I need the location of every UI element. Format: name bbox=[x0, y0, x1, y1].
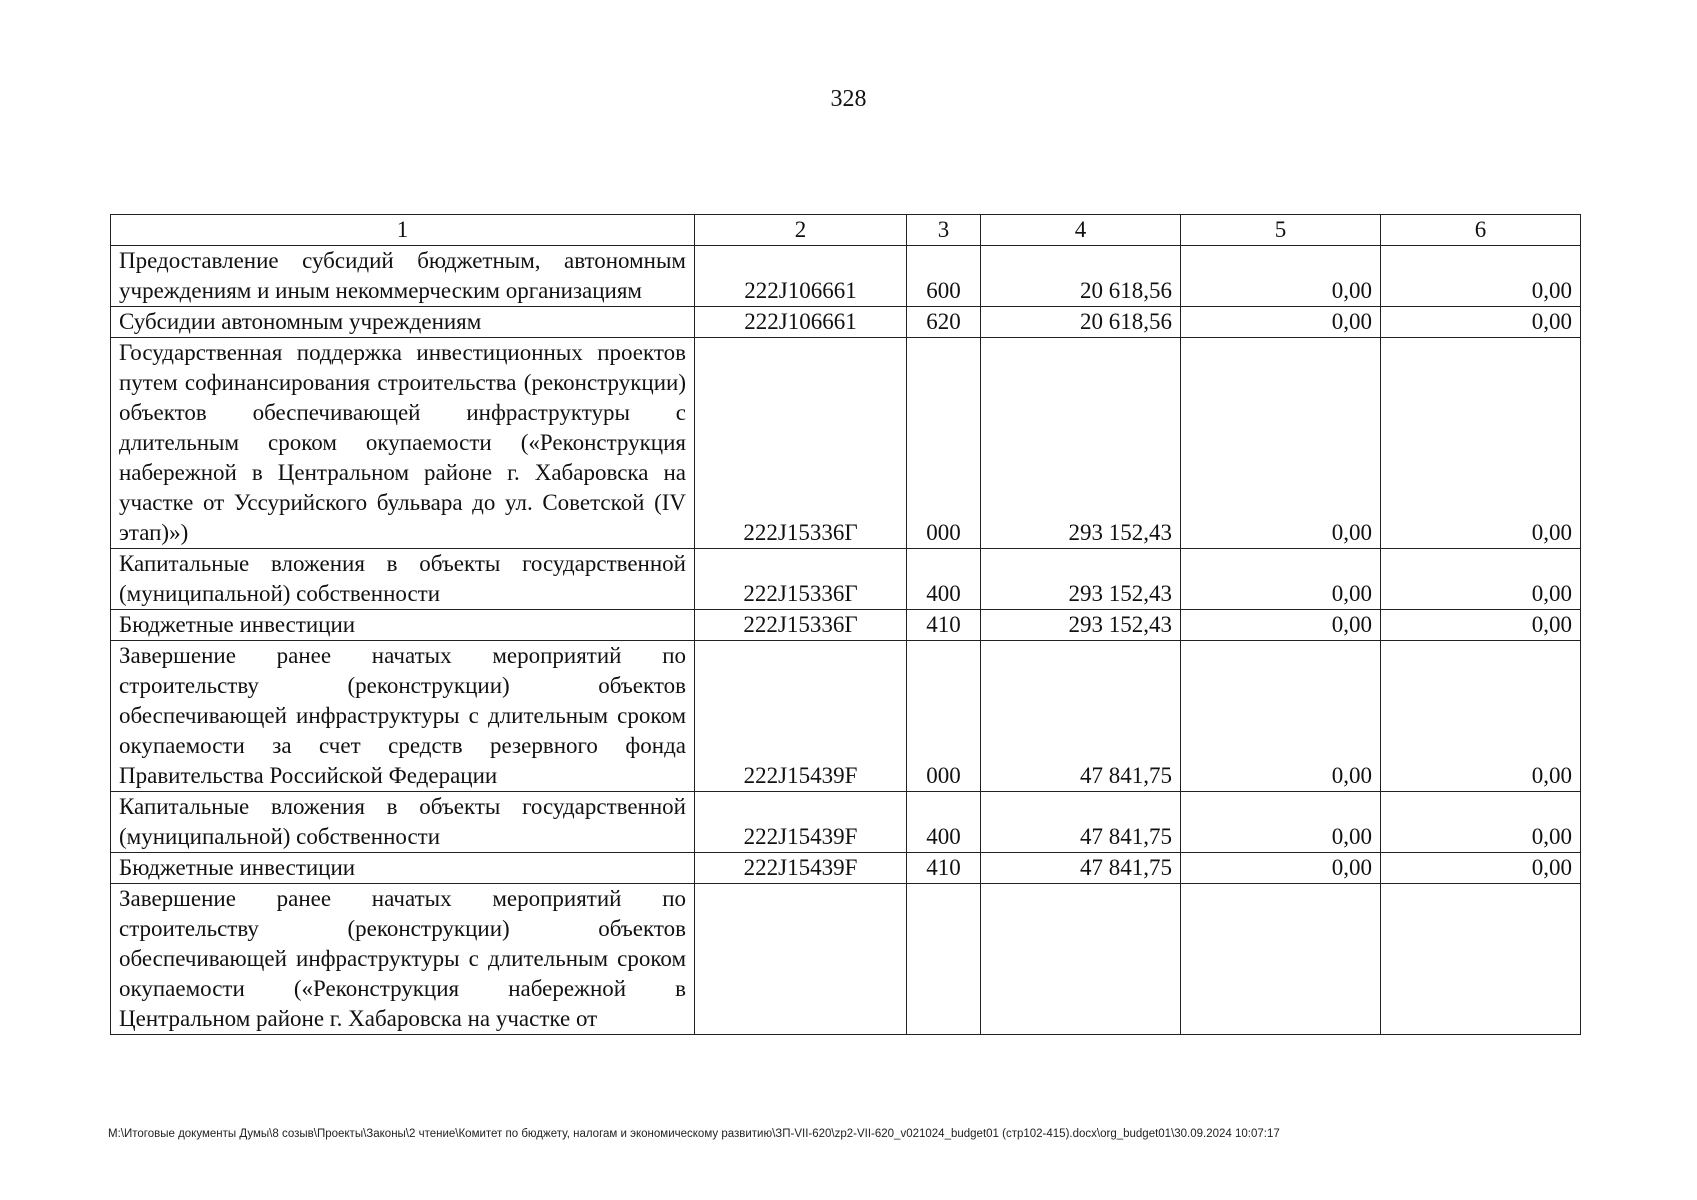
row-value-4: 293 152,43 bbox=[981, 610, 1181, 641]
table-row bbox=[111, 549, 1581, 610]
row-type: 000 bbox=[907, 338, 981, 549]
row-code: 222J15439F bbox=[695, 853, 907, 884]
column-header-2: 2 bbox=[695, 215, 907, 246]
row-value-6: 0,00 bbox=[1381, 246, 1581, 307]
row-value-6: 0,00 bbox=[1381, 549, 1581, 610]
row-name: Бюджетные инвестиции bbox=[111, 853, 695, 884]
column-header-1: 1 bbox=[111, 215, 695, 246]
row-value-5: 0,00 bbox=[1181, 610, 1381, 641]
row-value-4: 47 841,75 bbox=[981, 641, 1181, 792]
row-name: Завершение ранее начатых мероприятий по строительству (реконструкции) объектов обеспечивающей инфраструктуры с длительным сроком окупаемости («Реконструкция набережной в Центральном районе г. Хабаровска на участке от bbox=[111, 884, 695, 1035]
page-number: 328 bbox=[830, 86, 867, 112]
row-code: 222J15439F bbox=[695, 792, 907, 853]
row-value-4: 47 841,75 bbox=[981, 853, 1181, 884]
row-value-6: 0,00 bbox=[1381, 338, 1581, 549]
row-name: Государственная поддержка инвестиционных проектов путем софинансирования строительства (реконструкции) объектов обеспечивающей инфраструктуры с длительным сроком окупаемости («Реконструкция набережной в Центральном районе г. Хабаровска на участке от Уссурийского бульвара до ул. Советской (IV этап)») bbox=[111, 338, 695, 549]
budget-table bbox=[110, 214, 1581, 1035]
row-type: 000 bbox=[907, 641, 981, 792]
row-value-5: 0,00 bbox=[1181, 641, 1381, 792]
row-value-4: 20 618,56 bbox=[981, 307, 1181, 338]
row-code bbox=[695, 884, 907, 1035]
column-header-5: 5 bbox=[1181, 215, 1381, 246]
row-value-5: 0,00 bbox=[1181, 307, 1381, 338]
row-value-4 bbox=[981, 884, 1181, 1035]
row-value-5: 0,00 bbox=[1181, 792, 1381, 853]
row-code: 222J15336Г bbox=[695, 549, 907, 610]
table-row bbox=[111, 641, 1581, 792]
row-type: 620 bbox=[907, 307, 981, 338]
table-row bbox=[111, 853, 1581, 884]
row-value-5: 0,00 bbox=[1181, 853, 1381, 884]
row-type: 400 bbox=[907, 549, 981, 610]
row-code: 222J15336Г bbox=[695, 338, 907, 549]
row-value-5 bbox=[1181, 884, 1381, 1035]
row-value-6: 0,00 bbox=[1381, 641, 1581, 792]
row-value-6 bbox=[1381, 884, 1581, 1035]
row-type: 400 bbox=[907, 792, 981, 853]
row-name: Субсидии автономным учреждениям bbox=[111, 307, 695, 338]
column-header-3: 3 bbox=[907, 215, 981, 246]
column-header-4: 4 bbox=[981, 215, 1181, 246]
table-row bbox=[111, 246, 1581, 307]
row-type: 600 bbox=[907, 246, 981, 307]
row-name: Бюджетные инвестиции bbox=[111, 610, 695, 641]
row-value-5: 0,00 bbox=[1181, 246, 1381, 307]
table-row bbox=[111, 338, 1581, 549]
row-value-6: 0,00 bbox=[1381, 307, 1581, 338]
row-code: 222J15336Г bbox=[695, 610, 907, 641]
row-code: 222J106661 bbox=[695, 246, 907, 307]
row-value-4: 47 841,75 bbox=[981, 792, 1181, 853]
row-name: Капитальные вложения в объекты государственной (муниципальной) собственности bbox=[111, 792, 695, 853]
row-name: Предоставление субсидий бюджетным, автономным учреждениям и иным некоммерческим организациям bbox=[111, 246, 695, 307]
table-header-row bbox=[111, 215, 1581, 246]
row-value-5: 0,00 bbox=[1181, 549, 1381, 610]
row-value-4: 293 152,43 bbox=[981, 338, 1181, 549]
row-value-6: 0,00 bbox=[1381, 853, 1581, 884]
row-type bbox=[907, 884, 981, 1035]
row-code: 222J15439F bbox=[695, 641, 907, 792]
row-value-5: 0,00 bbox=[1181, 338, 1381, 549]
table-row bbox=[111, 792, 1581, 853]
file-path-footer: M:\Итоговые документы Думы\8 созыв\Проекты\Законы\2 чтение\Комитет по бюджету, налогам и экономическому развитию\ЗП-VII-620\zp2-VII-620_v021024_budget01 (стр102-415).docx\org_budget01\30.09.2024 10:07:17 bbox=[108, 1128, 1280, 1140]
row-name: Завершение ранее начатых мероприятий по строительству (реконструкции) объектов обеспечивающей инфраструктуры с длительным сроком окупаемости за счет средств резервного фонда Правительства Российской Федерации bbox=[111, 641, 695, 792]
row-type: 410 bbox=[907, 853, 981, 884]
row-value-4: 293 152,43 bbox=[981, 549, 1181, 610]
row-name: Капитальные вложения в объекты государственной (муниципальной) собственности bbox=[111, 549, 695, 610]
row-value-6: 0,00 bbox=[1381, 792, 1581, 853]
row-value-6: 0,00 bbox=[1381, 610, 1581, 641]
table-row bbox=[111, 307, 1581, 338]
row-value-4: 20 618,56 bbox=[981, 246, 1181, 307]
row-type: 410 bbox=[907, 610, 981, 641]
column-header-6: 6 bbox=[1381, 215, 1581, 246]
table-row bbox=[111, 610, 1581, 641]
table-row bbox=[111, 884, 1581, 1035]
row-code: 222J106661 bbox=[695, 307, 907, 338]
